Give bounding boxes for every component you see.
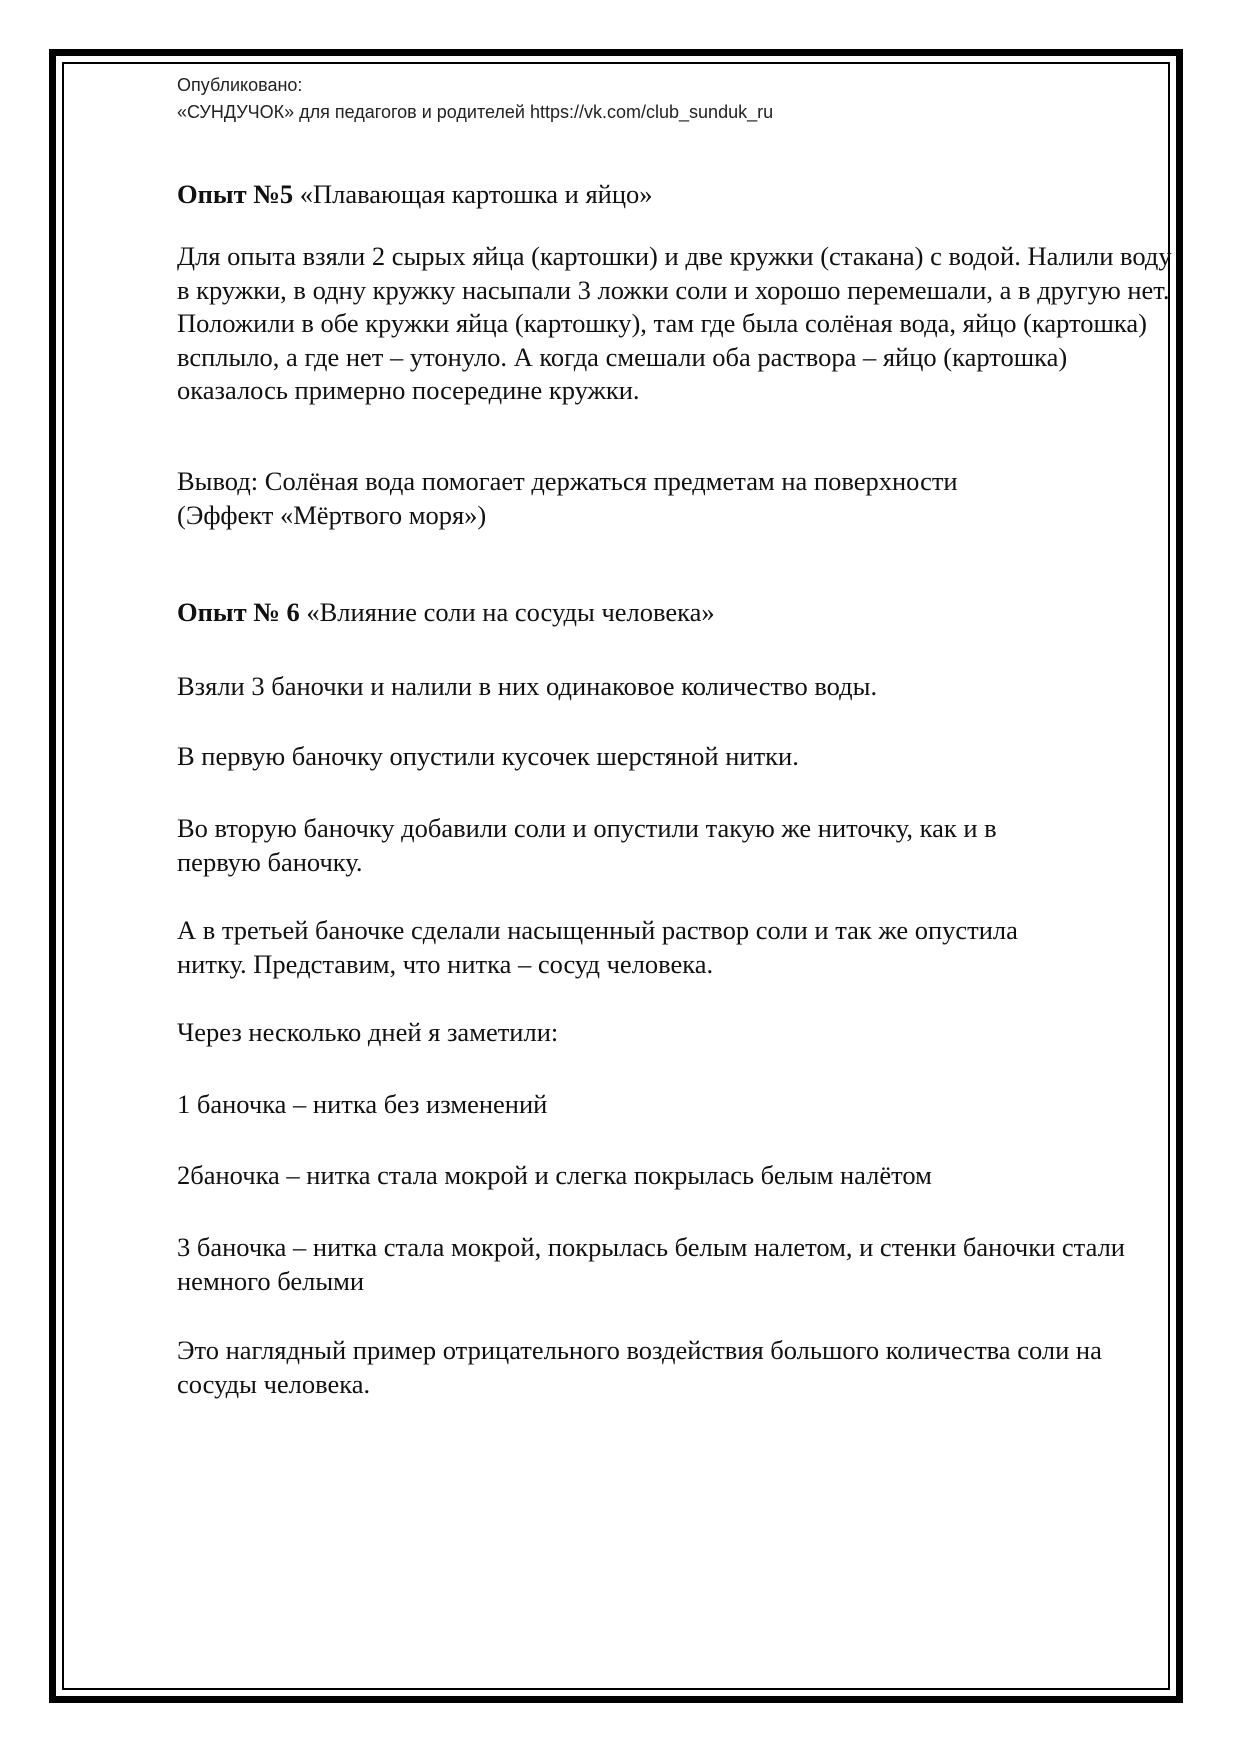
- header-published-label: Опубликовано:: [177, 75, 303, 95]
- publication-header: [177, 72, 1167, 126]
- experiment-6-paragraph-1: Взяли 3 баночки и налили в них одинаковое количество воды.: [177, 671, 878, 701]
- experiment-6-title: [177, 596, 1167, 630]
- experiment-6-result-3: 3 баночка – нитка стала мокрой, покрылась белым налетом, и стенки баночки стали немного белыми: [177, 1232, 1125, 1296]
- experiment-5-description: Для опыта взяли 2 сырых яйца (картошки) и две кружки (стакана) с водой. Налили воду в кружки, в одну кружку насыпали 3 ложки соли и хорошо перемешали, а в другую нет. Положили в обе кружки яйца (картошку), там где была солёная вода, яйцо (картошка) всплыло, а где нет – утонуло. А когда смешали оба раствора – яйцо (картошка) оказалось примерно посередине кружки.: [177, 241, 1172, 405]
- experiment-5-name: «Плавающая картошка и яйцо»: [293, 179, 653, 209]
- conclusion-line-2: (Эффект «Мёртвого моря»): [177, 499, 487, 530]
- experiment-6-paragraph-5: Через несколько дней я заметили:: [177, 1017, 559, 1047]
- experiment-6-result-2: 2баночка – нитка стала мокрой и слегка покрылась белым налётом: [177, 1160, 932, 1190]
- experiment-6-final-paragraph: Это наглядный пример отрицательного воздействия большого количества соли на сосуды человека.: [177, 1335, 1102, 1399]
- experiment-5-number: Опыт №5: [177, 179, 294, 209]
- experiment-6-paragraph-3: Во вторую баночку добавили соли и опустили такую же ниточку, как и в первую баночку.: [177, 813, 997, 877]
- experiment-5-title: [177, 178, 1167, 212]
- experiment-6-paragraph-4: А в третьей баночке сделали насыщенный раствор соли и так же опустила нитку. Представим, что нитка – сосуд человека.: [177, 915, 1018, 979]
- experiment-5-conclusion: [177, 465, 1167, 532]
- experiment-6-result-1: 1 баночка – нитка без изменений: [177, 1089, 548, 1119]
- conclusion-line-1: Вывод: Солёная вода помогает держаться предметам на поверхности: [177, 466, 958, 496]
- experiment-6-paragraph-2: В первую баночку опустили кусочек шерстяной нитки.: [177, 741, 799, 771]
- experiment-6-number: Опыт № 6: [177, 597, 300, 627]
- page-content: [177, 72, 1172, 1399]
- experiment-6-name: «Влияние соли на сосуды человека»: [299, 597, 715, 627]
- header-source-line: «СУНДУЧОК» для педагогов и родителей https://vk.com/club_sunduk_ru: [177, 102, 774, 122]
